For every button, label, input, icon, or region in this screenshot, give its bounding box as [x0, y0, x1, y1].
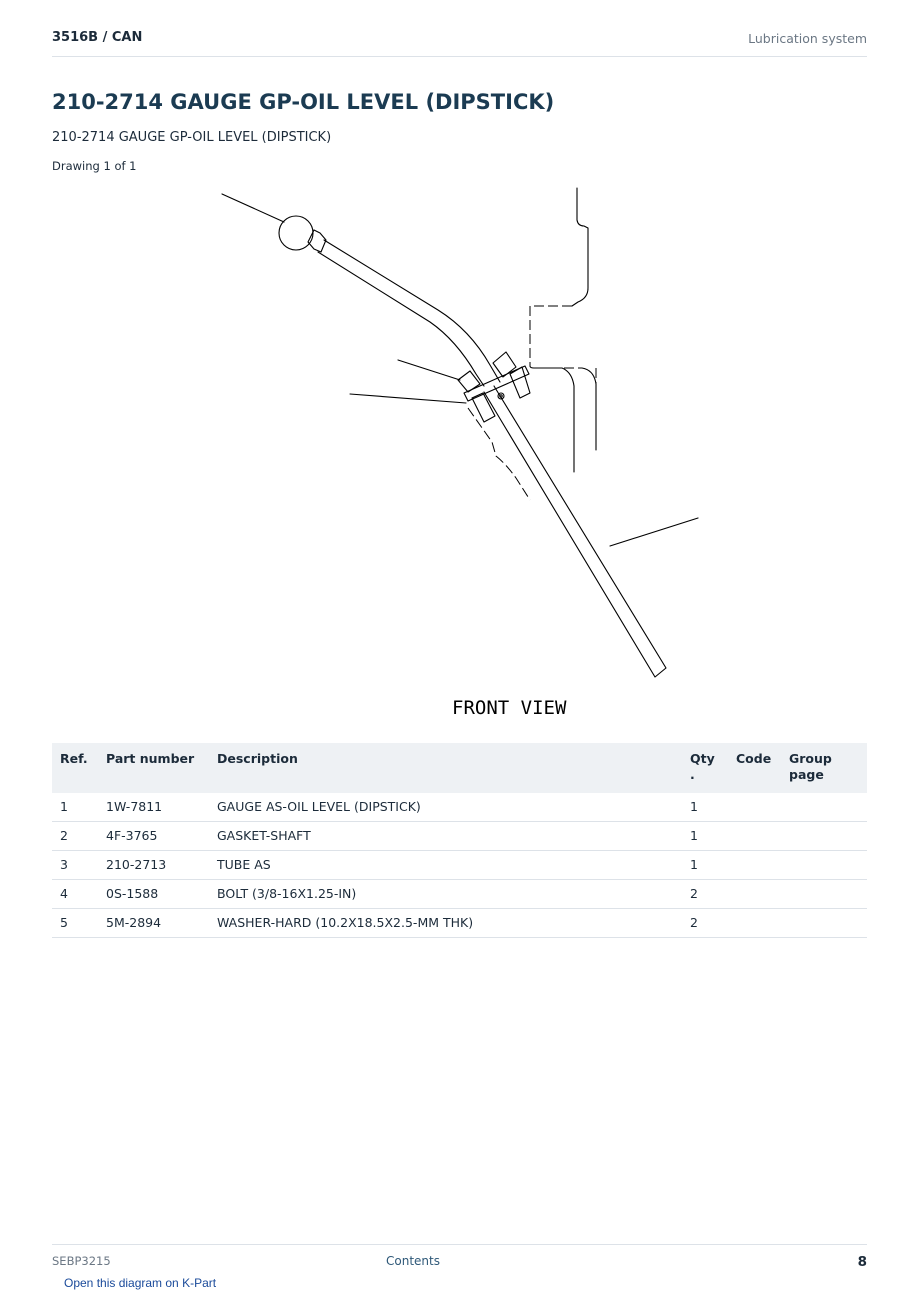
page-number: 8: [857, 1254, 867, 1270]
row-qty: 2: [682, 909, 728, 938]
row-qty: 1: [682, 793, 728, 822]
row-code: [728, 851, 781, 880]
table-row: [52, 880, 867, 909]
row-description: BOLT (3/8-16X1.25-IN): [209, 880, 682, 909]
row-code: [728, 822, 781, 851]
leader-line-4: [398, 360, 460, 380]
table-row: [52, 851, 867, 880]
row-part-number: 0S-1588: [98, 880, 209, 909]
row-part-number: 1W-7811: [98, 793, 209, 822]
leader-line-3: [610, 518, 698, 546]
row-description: WASHER-HARD (10.2X18.5X2.5-MM THK): [209, 909, 682, 938]
contents-link[interactable]: Contents: [386, 1254, 440, 1268]
kpart-link[interactable]: Open this diagram on K-Part: [64, 1276, 217, 1290]
row-ref: 1: [52, 793, 98, 822]
page-footer: [52, 1244, 867, 1275]
row-code: [728, 793, 781, 822]
page-header: [52, 30, 867, 57]
parts-diagram: [200, 180, 760, 725]
row-description: GASKET-SHAFT: [209, 822, 682, 851]
drawing-count: Drawing 1 of 1: [52, 159, 137, 173]
row-group-page: [781, 822, 867, 851]
table-header-row: [52, 743, 867, 793]
page-subtitle: 210-2714 GAUGE GP-OIL LEVEL (DIPSTICK): [52, 130, 332, 145]
row-part-number: 210-2713: [98, 851, 209, 880]
dipstick-drawing: [200, 180, 760, 725]
row-ref: 3: [52, 851, 98, 880]
row-part-number: 5M-2894: [98, 909, 209, 938]
table-row: [52, 822, 867, 851]
row-part-number: 4F-3765: [98, 822, 209, 851]
row-group-page: [781, 909, 867, 938]
model-breadcrumb: 3516B / CAN: [52, 30, 143, 45]
table-row: [52, 909, 867, 938]
dipstick-knob: [279, 216, 313, 250]
row-ref: 4: [52, 880, 98, 909]
page-title: 210-2714 GAUGE GP-OIL LEVEL (DIPSTICK): [52, 90, 555, 114]
col-description: Description: [209, 743, 682, 793]
row-code: [728, 909, 781, 938]
view-label: FRONT VIEW: [452, 697, 567, 719]
bolt-right: [493, 352, 516, 377]
col-qty: Qty .: [682, 743, 728, 793]
row-group-page: [781, 851, 867, 880]
row-qty: 1: [682, 822, 728, 851]
leader-line-1: [222, 194, 284, 222]
row-qty: 1: [682, 851, 728, 880]
row-description: TUBE AS: [209, 851, 682, 880]
row-qty: 2: [682, 880, 728, 909]
col-code: Code: [728, 743, 781, 793]
table-row: [52, 793, 867, 822]
leader-line-2: [350, 394, 466, 403]
col-ref: Ref.: [52, 743, 98, 793]
col-part-number: Part number: [98, 743, 209, 793]
row-description: GAUGE AS-OIL LEVEL (DIPSTICK): [209, 793, 682, 822]
document-code: SEBP3215: [52, 1254, 111, 1268]
row-group-page: [781, 793, 867, 822]
col-group-page: Group page: [781, 743, 867, 793]
row-group-page: [781, 880, 867, 909]
row-code: [728, 880, 781, 909]
section-name: Lubrication system: [748, 31, 867, 46]
row-ref: 5: [52, 909, 98, 938]
straight-tube: [484, 386, 666, 677]
row-ref: 2: [52, 822, 98, 851]
parts-table: [52, 743, 867, 938]
